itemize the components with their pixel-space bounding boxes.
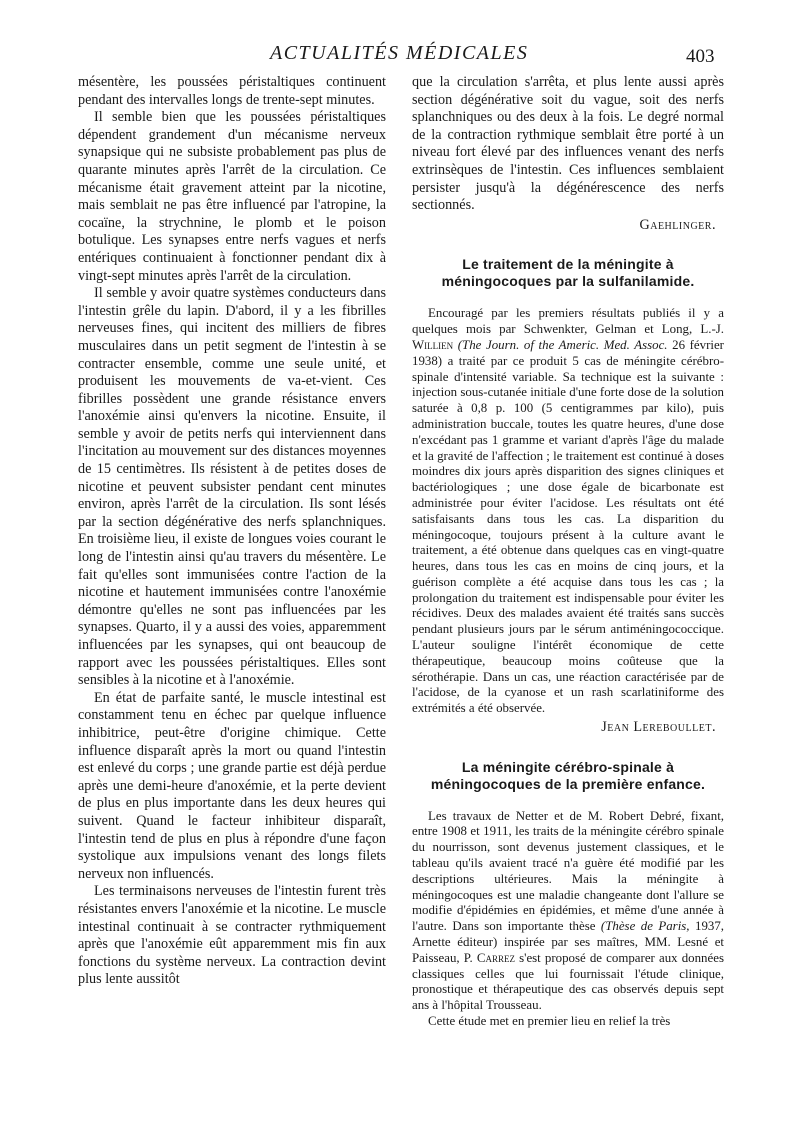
paragraph: que la circulation s'arrêta, et plus lente aussi après section dégénérative soit du vague, soit des nerfs splanchniques ou des deux à la fois. Le degré normal de la contraction rythmique semblait être porté à un niveau fort élevé par des influences venant des nerfs extrinsèques de l'intestin. Ces influences semblaient persister jusqu'à la dégénérescence des nerfs sectionnés. — [412, 74, 724, 214]
thesis-reference: (Thèse de Paris, — [600, 919, 690, 934]
paragraph: Il semble y avoir quatre systèmes conducteurs dans l'intestin grêle du lapin. D'abord, il y a les fibrilles nerveuses fines, qui incitent des milliers de fibres musculaires dans un petit segment de l'intestin à se contracter ensemble, comme une seule unité, et produisent les mouvements de va-et-vient. Ces fibrilles possèdent une grande résistance envers l'anoxémie ainsi qu'envers la nicotine. Ensuite, il semble y avoir de petits nerfs qui interviennent dans l'incitation au mouvement sur des distances moyennes de 15 centimètres. Ils résistent à de petites doses de nicotine et peuvent subsister pendant cent minutes environ, après l'arrêt de la circulation. Ils sont lésés par la section dégénérative des nerfs splanchniques. En troisième lieu, il existe de longues voies courant le long de l'intestin ainsi qu'au travers du mésentère. Le fait qu'elles sont immunisées contre l'action de la nicotine et hautement immunisées contre l'anoxémie démontre qu'elles ne sont pas influencées par les synapses. Quarto, il y a aussi des voies, apparemment influencées par les synapses, qui ont beaucoup de rapport avec les poussées péristaltiques. Elles sont sensibles à la nicotine et à l'anoxémie. — [78, 285, 386, 689]
paragraph — [412, 809, 724, 1014]
page-number: 403 — [686, 46, 715, 67]
article-title: La méningite cérébro-spinale à méningocoques de la première enfance. — [430, 758, 706, 792]
article-title: Le traitement de la méningite à méningocoques par la sulfanilamide. — [441, 256, 695, 290]
author-signature: Gaehlinger. — [639, 216, 716, 233]
author-signature: Jean Lereboullet. — [601, 719, 716, 736]
paragraph: mésentère, les poussées péristaltiques continuent pendant des intervalles longs de trente-sept minutes. — [78, 74, 386, 108]
author-name: P. Carrez — [463, 950, 515, 965]
text-run: s'est proposé de comparer aux données classiques celles que lui fournissait l'étude clinique, pronostique et thérapeutique des cas observés depuis sept ans à l'hôpital Trousseau. — [412, 950, 724, 1013]
text-run: Les travaux de Netter et de M. Robert Debré, fixant, entre 1908 et 1911, les traits de la méningite cérébro spinale du nourrisson, sont devenus justement classiques, et le tableau qu'ils avaient tracé n'a guère été modifié par les descriptions ultérieures. Mais la méningite à méningocoques est une maladie changeante dont l'allure se modifie d'épidémies en épidémies, et même d'une année à l'autre. Dans son importante thèse — [412, 808, 724, 934]
right-column — [412, 74, 724, 1030]
paragraph: Les terminaisons nerveuses de l'intestin furent très résistantes envers l'anoxémie et la nicotine. Le muscle intestinal continuait à se contracter rythmiquement après que l'anoxémie eût apparemment mis fin aux fonctions du système nerveux. La contraction devint plus lente aussitôt — [78, 883, 386, 988]
paragraph: Cette étude met en premier lieu en relief la très — [428, 1014, 671, 1029]
paragraph: En état de parfaite santé, le muscle intestinal est constamment tenu en échec par quelque influence inhibitrice, peut-être d'origine chimique. Cette influence disparaît après la mort ou quand l'intestin est enlevé du corps ; une grande partie est déjà perdue après une demi-heure d'anoxémie, et la perte devient de plus en plus importante dans les deux heures qui suivent. Quand le facteur inhibiteur disparaît, l'intestin tend de plus en plus à répondre d'une façon systolique aux impulsions venant des longs filets nerveux non influencés. — [78, 689, 386, 882]
paragraph: Il semble bien que les poussées péristaltiques dépendent grandement d'un mécanisme nerveux synapsique qui ne subsiste probablement pas plus de quarante minutes après l'arrêt de la circulation. Ce mécanisme était gravement atteint par la nicotine, mais semblait ne pas être influencé par l'atropine, la cocaïne, la strychnine, le plomb et le poison botulique. Les synapses entre nerfs vagues et nerfs entériques continuaient à fonctionner pendant dix à vingt-sept minutes après l'arrêt de la circulation. — [78, 109, 386, 284]
journal-reference: (The Journ. of the Americ. Med. Assoc. — [457, 337, 668, 352]
left-column — [78, 74, 386, 989]
author-name: L.-J. Willien — [412, 322, 724, 352]
text-run: 1937, Arnette éditeur) inspirée par ses maîtres, MM. Lesné et Paisseau, — [412, 919, 725, 965]
journal-title: ACTUALITÉS MÉDICALES — [270, 42, 529, 64]
text-run: 26 février 1938) a traité par ce produit 5 cas de méningite cérébro-spinale d'intensité variable. Sa technique est la suivante : injection sous-cutanée initiale d'une forte dose de la solution saturée à 0,8 p. 100 (5 centigrammes par kilo), puis administration buccale, toutes les quatre heures, d'une dose n'excédant pas 1 gramme et variant d'après l'âge du malade et la gravité de l'affection ; le traitement est continué à doses moindres dix jours après disparition des signes cliniques et bactériologiques ; une dose égale de bicarbonate est administrée pour éviter l'acidose. Les résultats ont été satisfaisants dans tous les cas. La disparition du méningocoque, toujours présent à la culture avant le traitement, a été obtenue dans quelques cas en vingt-quatre heures, dans tous les cas en moins de cinq jours, et la guérison complète a été acquise dans tous les cas ; la prolongation du traitement est indispensable pour éviter les récidives. Deux des malades avaient été traités sans succès pendant plusieurs jours par le sérum antiméningococcique. L'auteur souligne l'intérêt économique de cette thérapeutique, beaucoup moins coûteuse que la sérothérapie. Dans un cas, une réaction caractérisée par de l'acidose, de la cyanose et un rash scarlatiniforme des extrémités a été observée. — [412, 337, 724, 716]
running-head — [0, 40, 800, 70]
text-run: Encouragé par les premiers résultats publiés il y a quelques mois par Schwenkter, Gelman et Long, — [412, 306, 724, 337]
paragraph — [412, 306, 724, 717]
